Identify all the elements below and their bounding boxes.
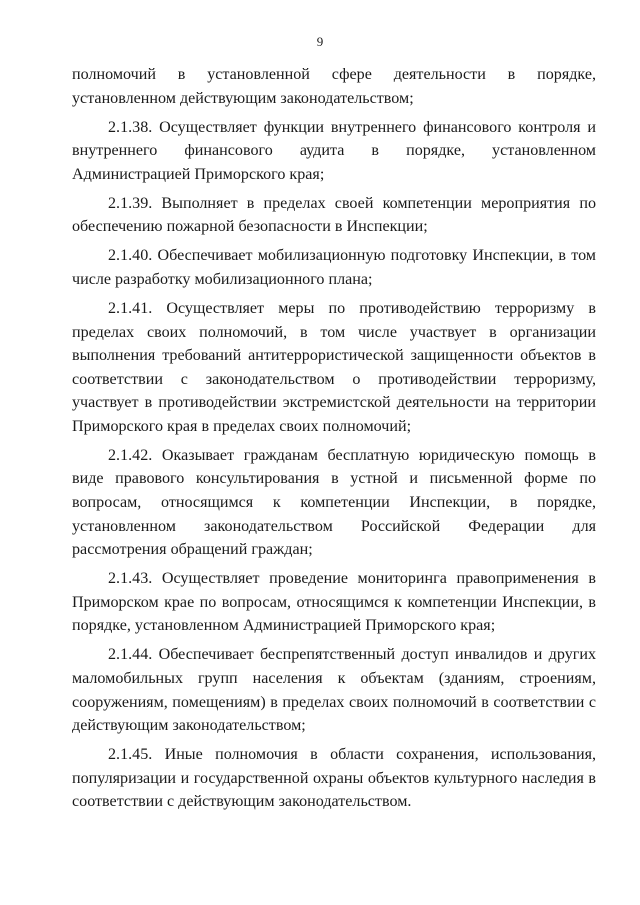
paragraph-2-1-41: 2.1.41. Осуществляет меры по противодействию терроризму в пределах своих полномочий, в том числе участвует в организации выполнения требований антитеррористической защищенности объектов в соответствии с законодательством о противодействии терроризму, участвует в противодействии экстремистской деятельности на территории Приморского края в пределах своих полномочий; xyxy=(72,299,596,435)
paragraph-2-1-42: 2.1.42. Оказывает гражданам бесплатную юридическую помощь в виде правового консультирования в устной и письменной форме по вопросам, относящимся к компетенции Инспекции, в порядке, установленном законодательством Российской Федерации для рассмотрения обращений граждан; xyxy=(72,446,596,559)
document-body xyxy=(72,63,596,819)
page-number: 9 xyxy=(316,34,324,49)
paragraph-2-1-38: 2.1.38. Осуществляет функции внутреннего финансового контроля и внутреннего финансового аудита в порядке, установленном Администрацией Приморского края; xyxy=(72,118,596,183)
paragraph-2-1-43: 2.1.43. Осуществляет проведение мониторинга правоприменения в Приморском крае по вопросам, относящимся к компетенции Инспекции, в порядке, установленном Администрацией Приморского края; xyxy=(72,570,596,635)
paragraph-2-1-45: 2.1.45. Иные полномочия в области сохранения, использования, популяризации и государственной охраны объектов культурного наследия в соответствии с действующим законодательством. xyxy=(72,746,596,811)
paragraph-2-1-40: 2.1.40. Обеспечивает мобилизационную подготовку Инспекции, в том числе разработку мобилизационного плана; xyxy=(72,247,596,288)
paragraph-2-1-44: 2.1.44. Обеспечивает беспрепятственный доступ инвалидов и других маломобильных групп населения к объектам (зданиям, строениям, сооружениям, помещениям) в пределах своих полномочий в соответствии с действующим законодательством; xyxy=(72,646,596,735)
paragraph-2-1-39: 2.1.39. Выполняет в пределах своей компетенции мероприятия по обеспечению пожарной безопасности в Инспекции; xyxy=(72,194,596,236)
paragraph-continuation: полномочий в установленной сфере деятельности в порядке, установленном действующим законодательством; xyxy=(72,66,596,107)
